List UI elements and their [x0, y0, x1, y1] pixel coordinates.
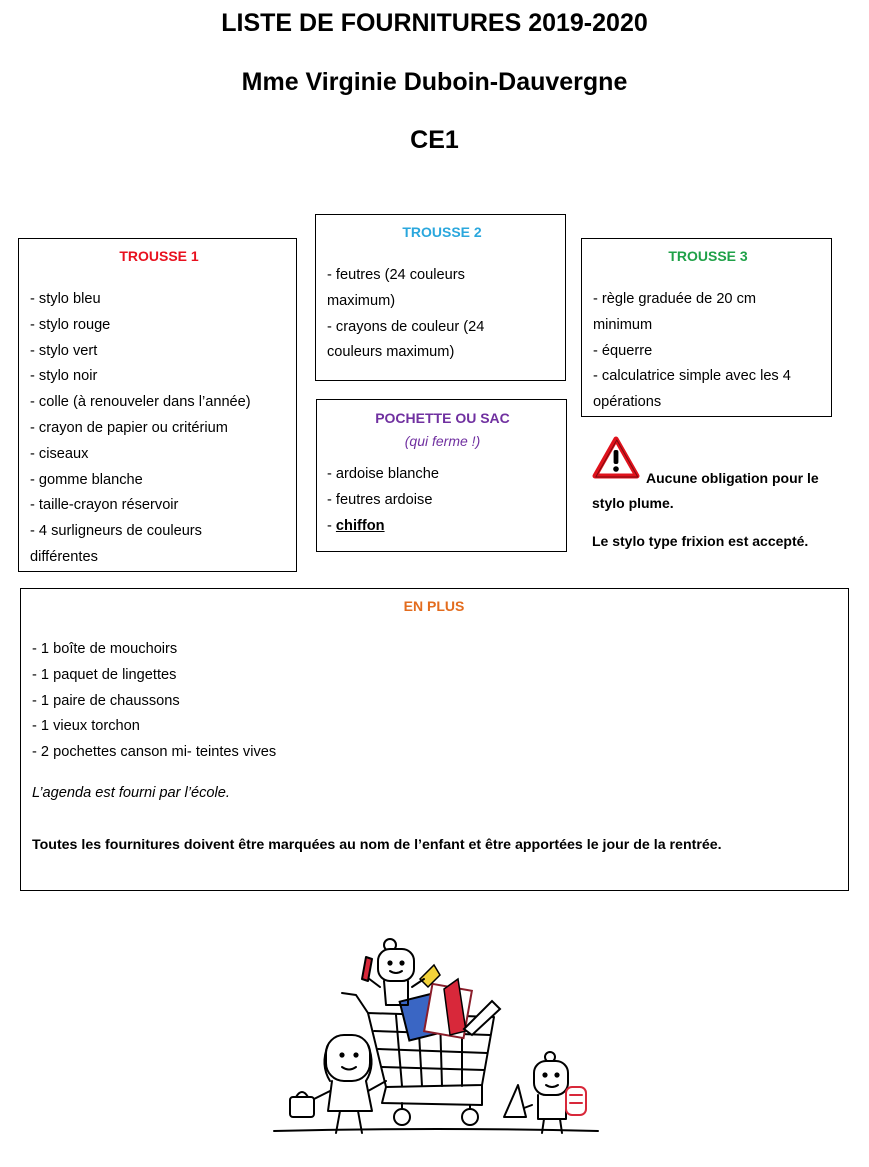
list-item: - règle graduée de 20 cm — [593, 291, 757, 307]
warning-line-2: stylo plume. — [592, 495, 674, 511]
list-item: - ardoise blanche — [327, 466, 439, 482]
list-item: - feutres (24 couleurs — [327, 267, 465, 283]
warning-triangle-icon — [592, 436, 640, 480]
list-item: - équerre — [593, 342, 653, 359]
list-item: - stylo bleu — [30, 291, 101, 307]
trousse-3-box — [581, 238, 832, 417]
trousse-1-title: TROUSSE 1 — [119, 248, 199, 264]
list-item: - feutres ardoise — [327, 491, 433, 508]
list-item: opérations — [593, 394, 662, 411]
list-item: - gomme blanche — [30, 471, 143, 488]
list-item: - 4 surligneurs de couleurs — [30, 523, 202, 540]
chiffon-prefix: - — [327, 517, 336, 534]
list-item: différentes — [30, 548, 98, 565]
en-plus-list — [32, 637, 836, 766]
list-item: - 1 paire de chaussons — [32, 692, 180, 709]
list-item: - colle (à renouveler dans l’année) — [30, 394, 251, 411]
frixion-note: Le stylo type frixion est accepté. — [592, 533, 809, 549]
trousse-1-list — [30, 287, 288, 571]
list-item: minimum — [593, 316, 653, 333]
final-note: Toutes les fournitures doivent être marquées au nom de l’enfant et être apportées le jour de la rentrée. — [32, 836, 722, 853]
list-item: maximum) — [327, 292, 396, 309]
en-plus-title: EN PLUS — [403, 598, 465, 614]
trousse-2-list — [327, 263, 557, 366]
list-item: - stylo vert — [30, 342, 98, 359]
list-item: - crayon de papier ou critérium — [30, 419, 228, 436]
list-item: - ciseaux — [30, 445, 89, 462]
list-item: - taille-crayon réservoir — [30, 497, 179, 514]
list-item: - 1 vieux torchon — [32, 718, 140, 735]
pochette-title: POCHETTE OU SAC — [375, 410, 510, 426]
chiffon-item: chiffon — [335, 517, 385, 534]
list-item: couleurs maximum) — [327, 344, 455, 361]
list-item — [327, 514, 558, 540]
warning-line-1: Aucune obligation pour le — [646, 470, 819, 486]
class-level: CE1 — [410, 126, 459, 154]
trousse-3-title: TROUSSE 3 — [668, 248, 748, 264]
trousse-2-box — [315, 214, 566, 381]
trousse-3-list — [593, 287, 823, 416]
list-item: - stylo noir — [30, 368, 98, 385]
pochette-box — [316, 399, 567, 552]
agenda-note: L’agenda est fourni par l’école. — [32, 784, 230, 801]
teacher-name: Mme Virginie Duboin-Dauvergne — [241, 68, 628, 96]
pochette-list — [327, 462, 558, 539]
list-item: - 2 pochettes canson mi- teintes vives — [32, 744, 277, 761]
pochette-subtitle: (qui ferme !) — [404, 433, 481, 449]
shopping-cart-kids-illustration — [268, 935, 604, 1157]
en-plus-box — [20, 588, 849, 891]
list-item: - 1 boîte de mouchoirs — [32, 641, 178, 657]
trousse-2-title: TROUSSE 2 — [402, 224, 482, 240]
list-item: - stylo rouge — [30, 316, 111, 333]
list-item: - 1 paquet de lingettes — [32, 666, 177, 683]
document-title: LISTE DE FOURNITURES 2019-2020 — [221, 9, 648, 37]
trousse-1-box — [18, 238, 297, 572]
list-item: - calculatrice simple avec les 4 — [593, 368, 791, 385]
list-item: - crayons de couleur (24 — [327, 318, 485, 335]
